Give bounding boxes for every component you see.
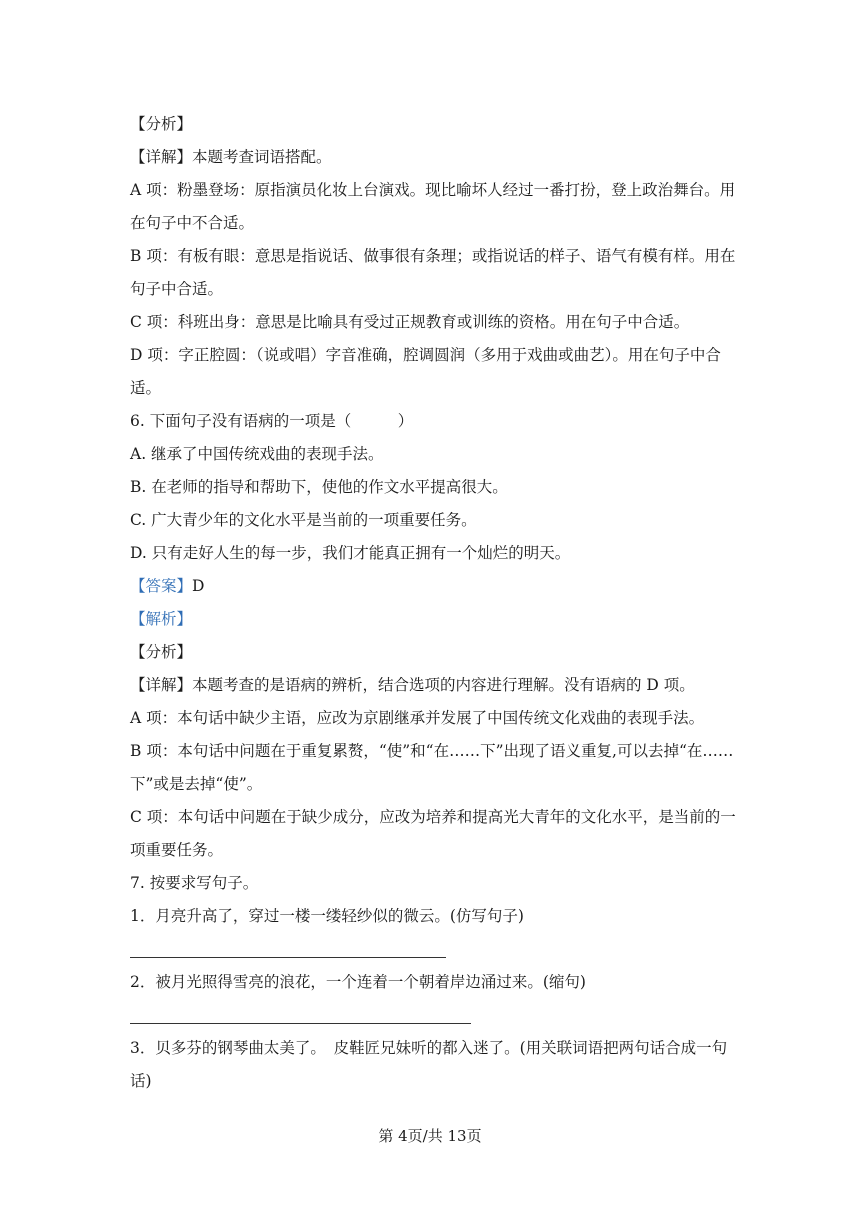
- question-6-option-b: B. 在老师的指导和帮助下，使他的作文水平提高很大。: [130, 478, 508, 496]
- question-7-stem: 7. 按要求写句子。: [130, 874, 259, 892]
- analysis-heading-2: 【分析】: [130, 643, 193, 661]
- question-6-option-d: D. 只有走好人生的每一步，我们才能真正拥有一个灿烂的明天。: [130, 544, 571, 562]
- explanation-c: C 项：科班出身：意思是比喻具有受过正规教育或训练的资格。用在句子中合适。: [130, 313, 690, 331]
- explanation-a-2: A 项：本句话中缺少主语，应改为京剧继承并发展了中国传统文化戏曲的表现手法。: [130, 709, 705, 727]
- question-7-item-3: 3．贝多芬的钢琴曲太美了。 皮鞋匠兄妹听的都入迷了。(用关联词语把两句话合成一句话): [130, 1039, 728, 1090]
- question-6-option-a: A. 继承了中国传统戏曲的表现手法。: [130, 445, 384, 463]
- question-6-option-c: C. 广大青少年的文化水平是当前的一项重要任务。: [130, 511, 477, 529]
- detail-paragraph: 【详解】本题考查词语搭配。: [130, 148, 332, 166]
- answer-value: D: [192, 577, 205, 595]
- analysis-heading: 【分析】: [130, 115, 193, 133]
- answer-blank-2[interactable]: [130, 999, 736, 1032]
- explanation-c-2: C 项：本句话中问题在于缺少成分，应改为培养和提高光大青年的文化水平，是当前的一项重要任务。: [130, 808, 736, 859]
- explain-label: 【解析】: [130, 610, 193, 628]
- page-content: [130, 108, 736, 1098]
- answer-label: 【答案】: [130, 577, 193, 595]
- question-6-stem: 6. 下面句子没有语病的一项是（ ）: [130, 412, 414, 430]
- explanation-b: B 项：有板有眼：意思是指说话、做事很有条理；或指说话的样子、语气有模有样。用在句子中合适。: [130, 247, 736, 298]
- explanation-b-2: B 项：本句话中问题在于重复累赘，“使”和“在……下”出现了语义重复,可以去掉“在……下”或是去掉“使”。: [130, 742, 734, 793]
- explanation-d: D 项：字正腔圆：（说或唱）字音准确，腔调圆润（多用于戏曲或曲艺）。用在句子中合适。: [130, 346, 721, 397]
- answer-blank-1[interactable]: [130, 933, 736, 966]
- question-7-item-2: 2．被月光照得雪亮的浪花，一个连着一个朝着岸边涌过来。(缩句): [130, 973, 586, 991]
- explanation-a: A 项：粉墨登场：原指演员化妆上台演戏。现比喻坏人经过一番打扮，登上政治舞台。用在句子中不合适。: [130, 181, 736, 232]
- detail-paragraph-2: 【详解】本题考查的是语病的辨析，结合选项的内容进行理解。没有语病的 D 项。: [130, 676, 695, 694]
- page-footer: 第 4页/共 13页: [378, 1127, 482, 1145]
- answer-line: [130, 570, 736, 603]
- question-7-item-1: 1．月亮升高了，穿过一楼一缕轻纱似的微云。(仿写句子): [130, 907, 524, 925]
